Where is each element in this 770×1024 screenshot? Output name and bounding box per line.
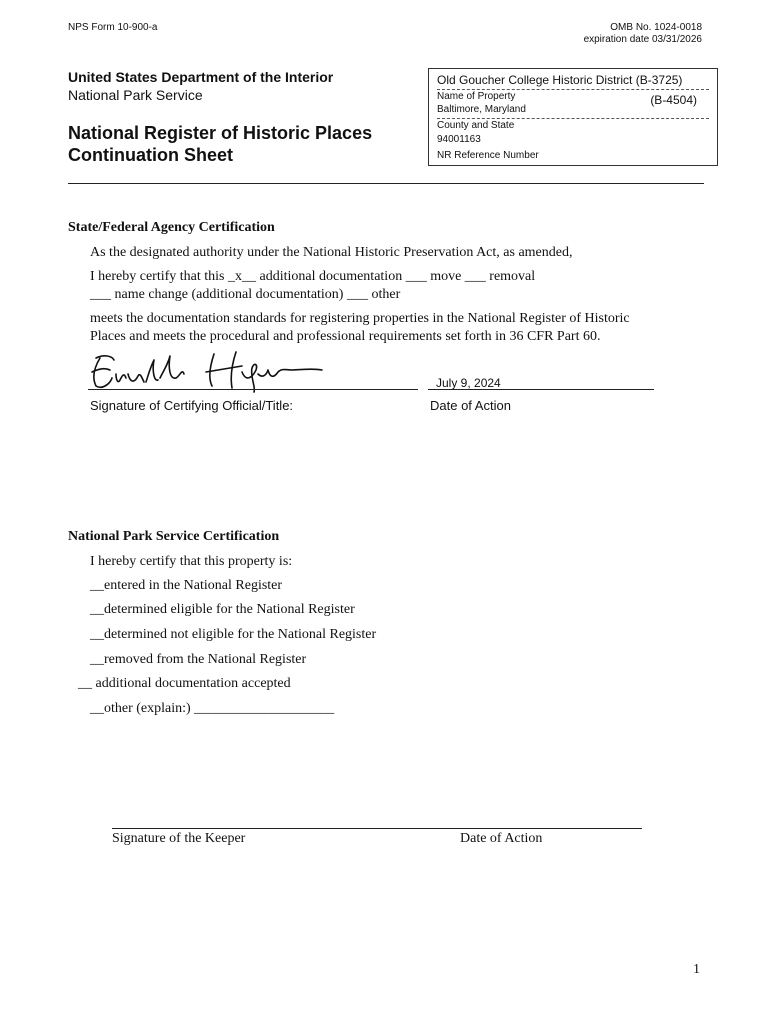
certifying-official-signature [86, 348, 336, 394]
state-cert-line-5: Places and meets the procedural and professional requirements set forth in 36 CFR Part 60. [90, 329, 601, 344]
page-title [68, 122, 372, 166]
expiration-date: expiration date 03/31/2026 [583, 34, 702, 45]
form-id: NPS Form 10-900-a [68, 22, 158, 33]
nps-option-additional: __ additional documentation accepted [78, 676, 291, 691]
property-info-box [428, 68, 718, 166]
omb-number: OMB No. 1024-0018 [610, 22, 702, 33]
keeper-signature-line [112, 828, 642, 829]
department-block [68, 68, 333, 104]
nps-option-not-eligible: __determined not eligible for the National Register [90, 627, 377, 642]
state-cert-heading: State/Federal Agency Certification [68, 220, 275, 235]
state-date-label: Date of Action [430, 398, 511, 413]
department-name: United States Department of the Interior [68, 69, 334, 85]
state-cert-line-3: ___ name change (additional documentation) ___ other [90, 287, 401, 302]
reference-label: NR Reference Number [437, 150, 539, 161]
state-cert-line-2: I hereby certify that this _x__ additional documentation ___ move ___ removal [90, 269, 536, 284]
header-divider [68, 183, 704, 184]
title-line-2: Continuation Sheet [68, 145, 233, 165]
county-state-label: County and State [437, 120, 515, 131]
nps-option-removed: __removed from the National Register [90, 652, 307, 667]
page-number: 1 [693, 962, 700, 977]
nps-cert-heading: National Park Service Certification [68, 529, 280, 544]
nps-cert-intro: I hereby certify that this property is: [90, 554, 293, 569]
agency-name: National Park Service [68, 87, 203, 103]
omb-block [584, 22, 702, 46]
nps-option-entered: __entered in the National Register [90, 578, 283, 593]
state-cert-line-1: As the designated authority under the National Historic Preservation Act, as amended, [90, 245, 573, 260]
keeper-date-label: Date of Action [460, 831, 543, 846]
state-date-value: July 9, 2024 [436, 376, 501, 390]
keeper-signature-label: Signature of the Keeper [112, 831, 246, 846]
nps-option-eligible: __determined eligible for the National Register [90, 602, 355, 617]
nps-option-other: __other (explain:) ____________________ [90, 701, 335, 716]
property-name-label: Name of Property [437, 91, 516, 102]
reference-number: 94001163 [437, 134, 481, 145]
official-signature-line [88, 389, 418, 390]
state-cert-line-4: meets the documentation standards for registering properties in the National Register of Historic [90, 311, 630, 326]
certifying-official-label: Signature of Certifying Official/Title: [90, 398, 294, 413]
property-alt-id: (B-4504) [650, 93, 697, 107]
title-line-1: National Register of Historic Places [68, 123, 373, 143]
county-state: Baltimore, Maryland [437, 104, 526, 115]
property-name: Old Goucher College Historic District (B-3725) [437, 73, 683, 87]
